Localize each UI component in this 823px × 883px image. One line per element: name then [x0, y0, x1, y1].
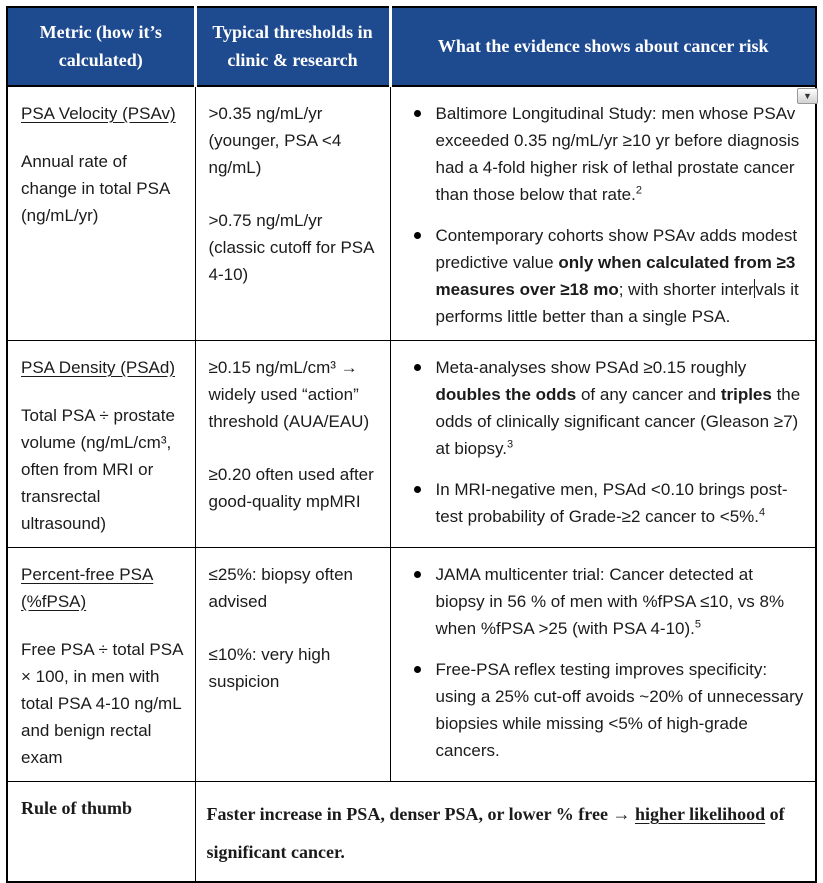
thresholds-cell: [195, 548, 390, 782]
metric-title: PSA Density (PSAd): [21, 358, 176, 377]
threshold-item: ≤10%: very high suspicion: [208, 645, 331, 691]
evidence-text: Baltimore Longitudinal Study: men whose PSAv exceeded 0.35 ng/mL/yr ≥10 yr before diagnosis had a 4-fold higher risk of lethal prostate cancer than those below that rate.$^2$: [435, 104, 800, 204]
threshold-item: ≤25%: biopsy often advised: [208, 565, 353, 611]
metric-description: Free PSA ÷ total PSA × 100, in men with total PSA 4-10 ng/mL and benign rectal exam: [21, 640, 183, 767]
table-row-psa-density: [7, 341, 816, 548]
evidence-bullet: [405, 476, 806, 530]
bullet-icon: [414, 232, 421, 239]
table-row-percent-free-psa: [7, 548, 816, 782]
metric-title: Percent-free PSA (%fPSA): [21, 565, 154, 611]
evidence-cell: [390, 86, 816, 341]
bullet-icon: [414, 571, 421, 578]
threshold-item: >0.75 ng/mL/yr (classic cutoff for PSA 4-10): [208, 211, 374, 284]
evidence-bullet: [405, 656, 806, 764]
header-evidence: What the evidence shows about cancer risk: [390, 7, 816, 86]
evidence-cell: [390, 341, 816, 548]
psa-metrics-table: [6, 6, 817, 883]
bullet-icon: [414, 110, 421, 117]
evidence-bullet: [405, 100, 806, 208]
table-row-rule-of-thumb: [7, 782, 816, 883]
metric-cell: [7, 341, 195, 548]
header-thresholds: Typical thresholds in clinic & research: [195, 7, 390, 86]
evidence-bullet: [405, 561, 806, 642]
metric-description: Annual rate of change in total PSA (ng/mL/yr): [21, 152, 170, 225]
threshold-item: ≥0.20 often used after good-quality mpMRI: [208, 465, 374, 511]
metric-title: PSA Velocity (PSAv): [21, 104, 176, 123]
rule-of-thumb-text: Faster increase in PSA, denser PSA, or lower % free → higher likelihood of significant cancer.: [195, 782, 816, 883]
rule-of-thumb-label: Rule of thumb: [7, 782, 195, 883]
table-row-psa-velocity: [7, 86, 816, 341]
dropdown-button[interactable]: [797, 88, 818, 104]
evidence-cell: [390, 548, 816, 782]
evidence-text: Free-PSA reflex testing improves specificity: using a 25% cut-off avoids ~20% of unnecessary biopsies while missing <5% of high-grade cancers.: [435, 660, 804, 760]
metric-description: Total PSA ÷ prostate volume (ng/mL/cm³, often from MRI or transrectal ultrasound): [21, 406, 175, 533]
thresholds-cell: [195, 341, 390, 548]
thresholds-cell: [195, 86, 390, 341]
header-metric: Metric (how it’s calculated): [7, 7, 195, 86]
bullet-icon: [414, 364, 421, 371]
header-row: [7, 7, 816, 86]
evidence-bullet: [405, 354, 806, 462]
metric-cell: [7, 86, 195, 341]
evidence-bullet: [405, 222, 806, 330]
evidence-text: JAMA multicenter trial: Cancer detected at biopsy in 56 % of men with %fPSA ≤10, vs 8% when %fPSA >25 (with PSA 4-10).$^5$: [435, 565, 785, 638]
chevron-down-icon: ▼: [803, 91, 812, 101]
metric-cell: [7, 548, 195, 782]
bullet-icon: [414, 486, 421, 493]
threshold-item: ≥0.15 ng/mL/cm³ → widely used “action” threshold (AUA/EAU): [208, 358, 370, 431]
threshold-item: >0.35 ng/mL/yr (younger, PSA <4 ng/mL): [208, 104, 342, 177]
evidence-text: Contemporary cohorts show PSAv adds modest predictive value only when calculated from ≥3 measures over ≥18 mo; with shorter intervals it performs little better than a single PSA.: [435, 226, 799, 326]
bullet-icon: [414, 666, 421, 673]
evidence-text: In MRI-negative men, PSAd <0.10 brings post-test probability of Grade-≥2 cancer to <5%.$^4$: [435, 480, 788, 526]
evidence-text: Meta-analyses show PSAd ≥0.15 roughly doubles the odds of any cancer and triples the odds of clinically significant cancer (Gleason ≥7) at biopsy.$^3$: [435, 358, 801, 458]
